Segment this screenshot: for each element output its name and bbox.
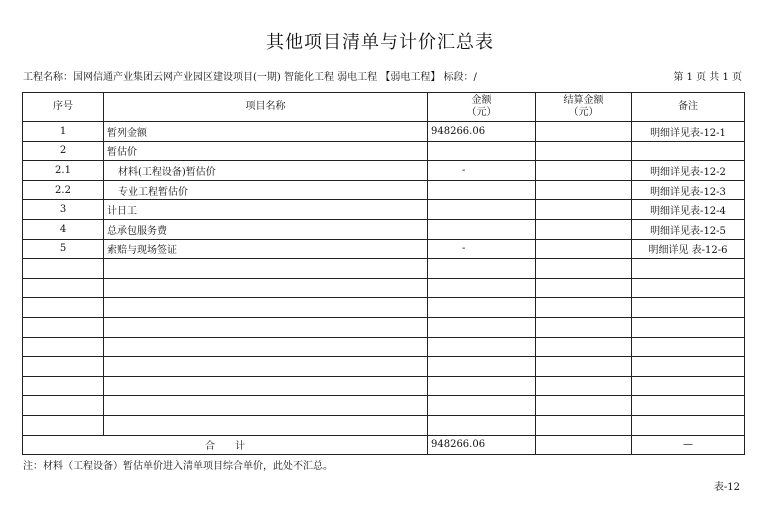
- cell-name: 材料(工程设备)暂估价: [104, 161, 428, 181]
- cell-settle: [536, 239, 632, 259]
- header-amount-unit: （元）: [466, 107, 497, 118]
- header-settle: [536, 93, 632, 122]
- cell-amount: [428, 141, 536, 161]
- table-row: [23, 239, 745, 259]
- cell-remark: 明细详见表-12-2: [632, 161, 745, 181]
- cell-remark: [632, 141, 745, 161]
- cell-remark: 明细详见表-12-4: [632, 200, 745, 220]
- summary-table: [22, 92, 745, 455]
- table-row: [23, 180, 745, 200]
- cell-settle: [536, 141, 632, 161]
- page-number: 第 1 页 共 1 页: [673, 72, 742, 83]
- cell-amount: [428, 219, 536, 239]
- cell-seq: 1: [23, 122, 104, 142]
- cell-seq: 5: [23, 239, 104, 259]
- total-remark: —: [632, 435, 745, 455]
- cell-amount: -: [428, 161, 536, 181]
- total-amount: 948266.06: [428, 435, 536, 455]
- cell-name: 暂估价: [104, 141, 428, 161]
- cell-settle: [536, 219, 632, 239]
- cell-remark: 明细详见表-12-5: [632, 219, 745, 239]
- cell-name: 暂列金额: [104, 122, 428, 142]
- empty-row: [23, 337, 745, 357]
- cell-amount: -: [428, 239, 536, 259]
- page-title: 其他项目清单与计价汇总表: [266, 32, 494, 53]
- header-name: 项目名称: [104, 93, 428, 122]
- cell-settle: [536, 122, 632, 142]
- cell-amount: [428, 200, 536, 220]
- empty-row: [23, 415, 745, 435]
- cell-name: 总承包服务费: [104, 219, 428, 239]
- table-row: [23, 219, 745, 239]
- empty-row: [23, 259, 745, 279]
- cell-remark: 明细详见表-12-3: [632, 180, 745, 200]
- cell-name: 索赔与现场签证: [104, 239, 428, 259]
- table-number: 表-12: [713, 482, 740, 493]
- total-row: [23, 435, 745, 455]
- cell-settle: [536, 180, 632, 200]
- cell-name: 计日工: [104, 200, 428, 220]
- cell-remark: 明细详见 表-12-6: [632, 239, 745, 259]
- cell-seq: 2: [23, 141, 104, 161]
- cell-amount: 948266.06: [428, 122, 536, 142]
- empty-row: [23, 376, 745, 396]
- table-header-row: [23, 93, 745, 122]
- empty-row: [23, 298, 745, 318]
- table-row: [23, 200, 745, 220]
- table-row: [23, 141, 745, 161]
- cell-amount: [428, 180, 536, 200]
- cell-name: 专业工程暂估价: [104, 180, 428, 200]
- header-remark: 备注: [632, 93, 745, 122]
- cell-seq: 2.2: [23, 180, 104, 200]
- empty-row: [23, 396, 745, 416]
- cell-seq: 4: [23, 219, 104, 239]
- cell-settle: [536, 200, 632, 220]
- table-row: [23, 161, 745, 181]
- empty-row: [23, 278, 745, 298]
- header-settle-label: 结算金额: [563, 95, 604, 106]
- cell-seq: 2.1: [23, 161, 104, 181]
- footnote: 注：材料（工程设备）暂估单价进入清单项目综合单价，此处不汇总。: [23, 461, 333, 472]
- header-seq: 序号: [23, 93, 104, 122]
- total-settle: [536, 435, 632, 455]
- cell-remark: 明细详见表-12-1: [632, 122, 745, 142]
- empty-row: [23, 317, 745, 337]
- total-label: 合 计: [23, 435, 428, 455]
- table-row: [23, 122, 745, 142]
- header-amount-label: 金额: [471, 95, 492, 106]
- empty-row: [23, 357, 745, 377]
- project-info: 工程名称：国网信通产业集团云网产业园区建设项目(一期) 智能化工程 弱电工程 【弱电工程】 标段：/: [23, 72, 477, 83]
- header-amount: [428, 93, 536, 122]
- header-settle-unit: （元）: [568, 107, 599, 118]
- cell-seq: 3: [23, 200, 104, 220]
- cell-settle: [536, 161, 632, 181]
